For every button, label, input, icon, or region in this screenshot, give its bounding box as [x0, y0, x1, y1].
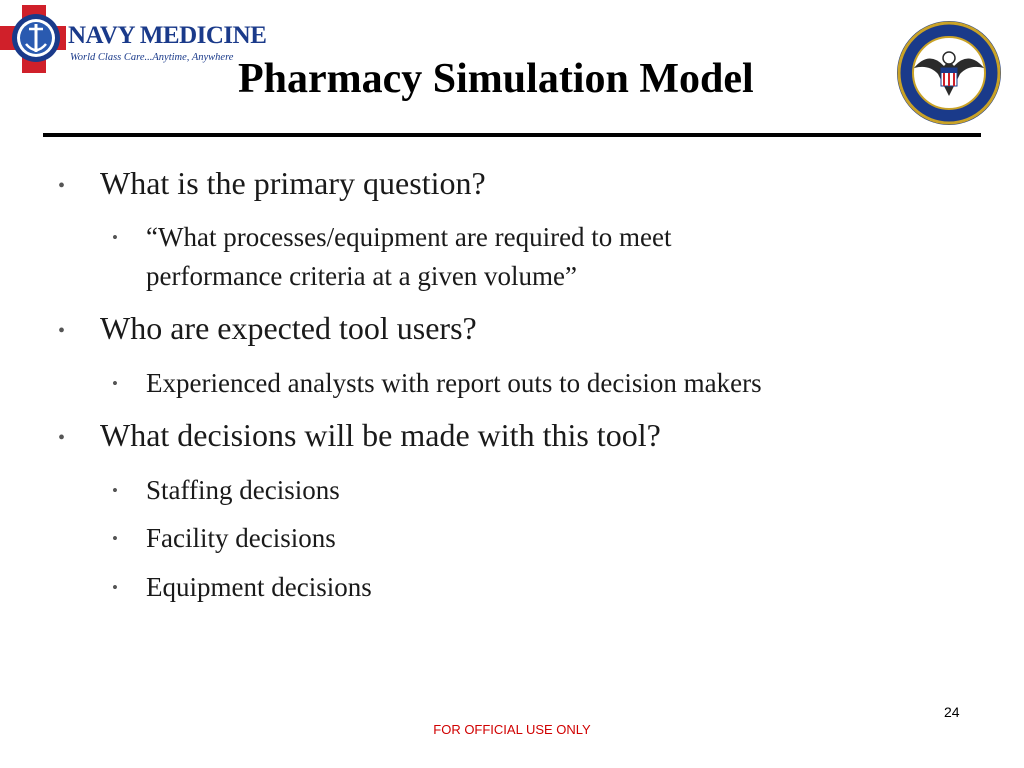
sub-bullet-question-line1: “What processes/equipment are required to meet: [146, 222, 672, 252]
sub-bullet-marker: •: [112, 529, 118, 548]
page-number: 24: [944, 704, 960, 720]
sub-bullet-marker: •: [112, 578, 118, 597]
logo-brand-text: NAVY MEDICINE: [68, 22, 267, 49]
bullet-decisions: What decisions will be made with this tool?: [100, 417, 661, 453]
department-of-navy-seal-icon: [894, 8, 1004, 138]
sub-bullet-analysts: Experienced analysts with report outs to decision makers: [146, 368, 762, 398]
sub-bullet-marker: •: [112, 228, 118, 247]
classification-banner: FOR OFFICIAL USE ONLY: [433, 722, 591, 737]
bullet-primary-question: What is the primary question?: [100, 165, 486, 201]
bullet-marker: •: [58, 320, 66, 342]
bullet-marker: •: [58, 175, 66, 197]
bullet-tool-users: Who are expected tool users?: [100, 310, 477, 346]
red-cross-anchor-icon: [0, 0, 70, 80]
logo-tagline: World Class Care...Anytime, Anywhere: [70, 52, 234, 63]
sub-bullet-facility: Facility decisions: [146, 523, 336, 553]
sub-bullet-marker: •: [112, 481, 118, 500]
slide-title: Pharmacy Simulation Model: [238, 56, 754, 102]
bullet-marker: •: [58, 427, 66, 449]
sub-bullet-marker: •: [112, 374, 118, 393]
title-divider: [43, 133, 981, 137]
bumed-seal: [894, 8, 1024, 140]
navy-medicine-logo: [0, 0, 267, 80]
sub-bullet-equipment: Equipment decisions: [146, 572, 372, 602]
sub-bullet-staffing: Staffing decisions: [146, 475, 340, 505]
sub-bullet-question-line2: performance criteria at a given volume”: [146, 261, 578, 291]
